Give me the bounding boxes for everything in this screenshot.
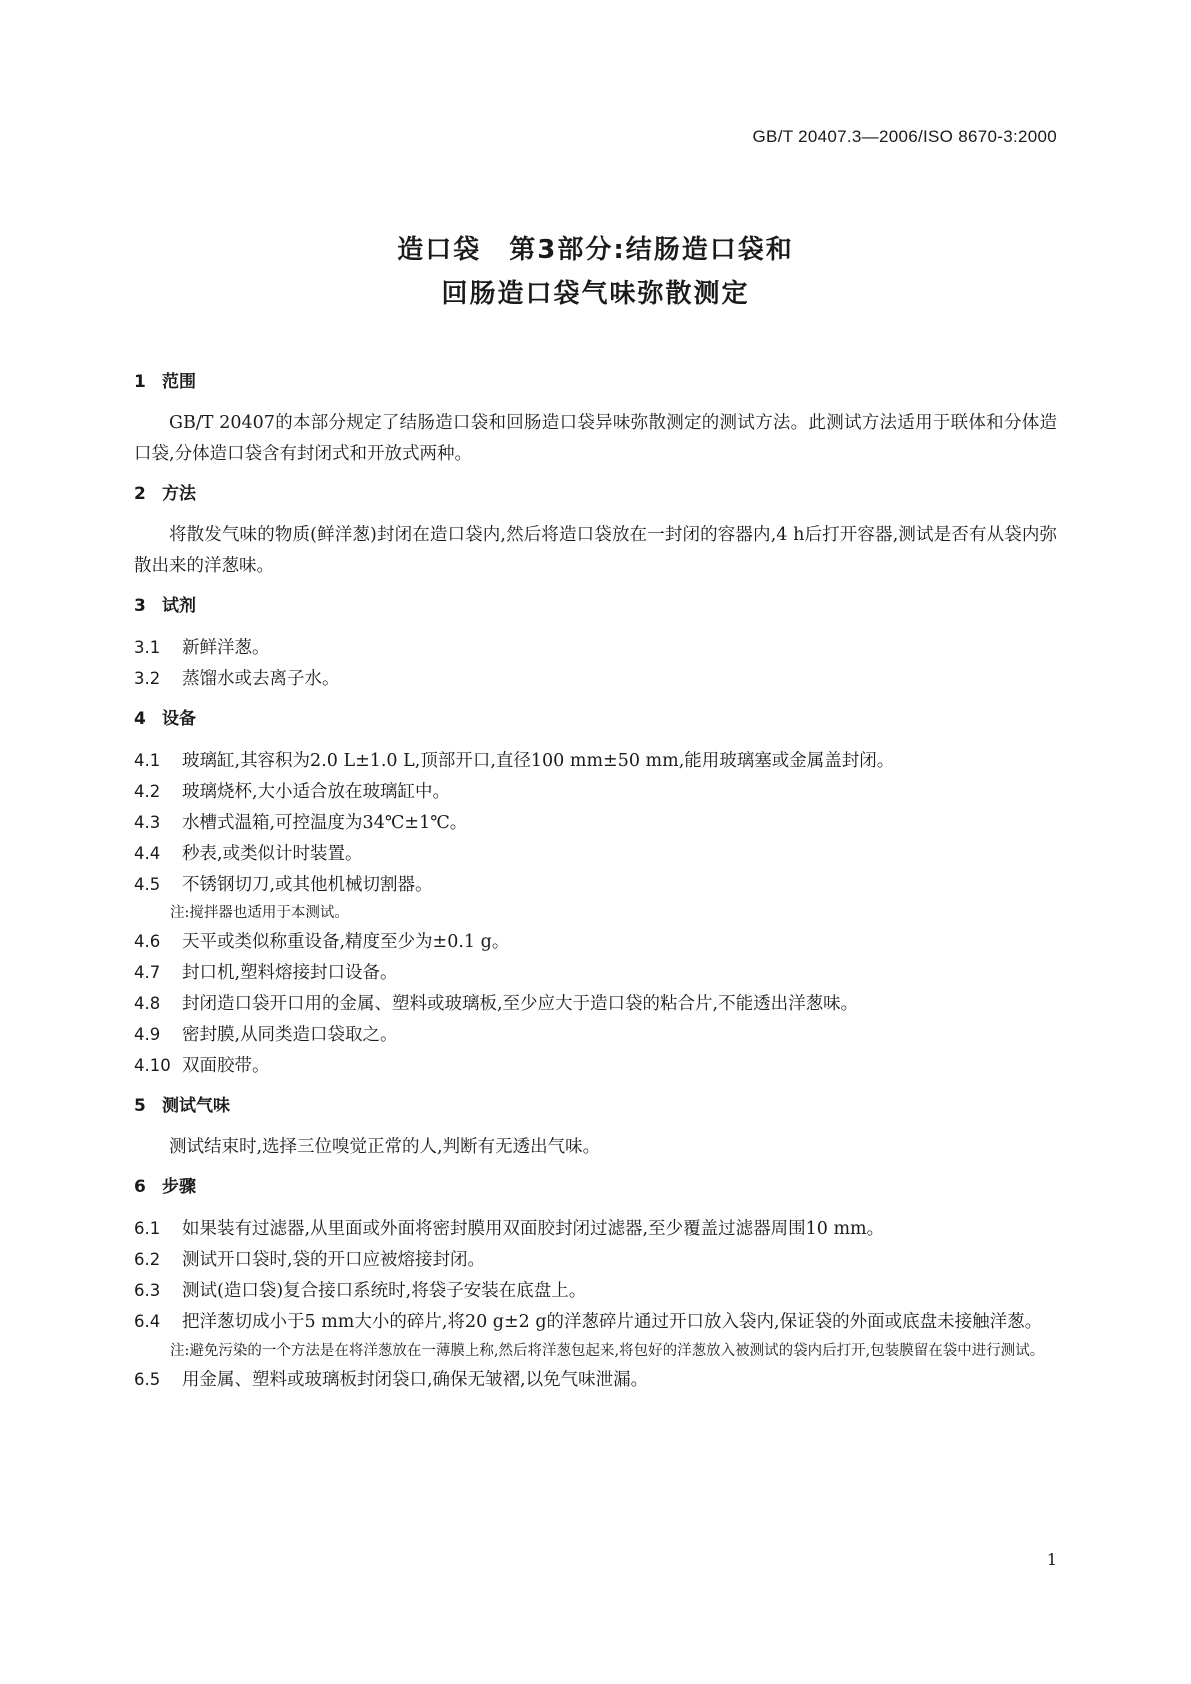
item-number: 4.1 — [134, 751, 161, 770]
list-item — [134, 1019, 1057, 1050]
item-text: 不锈钢切刀,或其他机械切割器。 — [182, 875, 433, 895]
section-title: 试剂 — [162, 596, 196, 616]
item-number: 4.8 — [134, 994, 161, 1013]
note: 注:搅拌器也适用于本测试。 — [170, 905, 349, 921]
item-number: 3.1 — [134, 638, 161, 657]
item-number: 6.1 — [134, 1219, 161, 1238]
note: 注:避免污染的一个方法是在将洋葱放在一薄膜上称,然后将洋葱包起来,将包好的洋葱放入被测试的袋内后打开,包装膜留在袋中进行测试。 — [170, 1343, 1045, 1359]
list-item — [134, 1275, 1057, 1306]
item-text: 天平或类似称重设备,精度至少为±0.1 g。 — [182, 932, 510, 952]
list-item — [134, 988, 1057, 1019]
section-heading-method — [134, 479, 1057, 510]
list-item — [134, 869, 1057, 900]
item-text: 秒表,或类似计时装置。 — [182, 844, 363, 864]
item-number: 4.6 — [134, 932, 161, 951]
item-text: 把洋葱切成小于5 mm大小的碎片,将20 g±2 g的洋葱碎片通过开口放入袋内,保证袋的外面或底盘未接触洋葱。 — [182, 1312, 1043, 1332]
list-item — [134, 1050, 1057, 1081]
section-heading-reagents — [134, 591, 1057, 622]
item-text: 玻璃烧杯,大小适合放在玻璃缸中。 — [182, 782, 451, 802]
item-number: 4.7 — [134, 963, 161, 982]
list-item — [134, 1244, 1057, 1275]
list-item — [134, 1306, 1057, 1338]
section-number: 6 — [134, 1177, 146, 1197]
item-number: 6.2 — [134, 1250, 161, 1269]
list-item — [134, 926, 1057, 957]
item-number: 4.4 — [134, 844, 161, 863]
section-number: 2 — [134, 484, 146, 504]
section-title: 设备 — [162, 709, 196, 729]
item-number: 6.3 — [134, 1281, 161, 1300]
section-number: 1 — [134, 372, 146, 392]
page-number: 1 — [1046, 1550, 1057, 1569]
item-text: 用金属、塑料或玻璃板封闭袋口,确保无皱褶,以免气味泄漏。 — [182, 1370, 649, 1390]
item-number: 3.2 — [134, 669, 161, 688]
list-item — [134, 957, 1057, 988]
section-number: 4 — [134, 709, 146, 729]
section-heading-scope — [134, 367, 1057, 398]
section-number: 3 — [134, 596, 146, 616]
section-title: 测试气味 — [162, 1096, 230, 1116]
list-item — [134, 745, 1057, 776]
item-text: 新鲜洋葱。 — [182, 638, 270, 658]
section-title: 步骤 — [162, 1177, 196, 1197]
section-paragraph: GB/T 20407的本部分规定了结肠造口袋和回肠造口袋异味弥散测定的测试方法。此测试方法适用于联体和分体造口袋,分体造口袋含有封闭式和开放式两种。 — [134, 413, 1057, 464]
list-item — [134, 1364, 1057, 1395]
list-item — [134, 632, 1057, 663]
item-text: 双面胶带。 — [182, 1056, 270, 1076]
standard-code: GB/T 20407.3—2006/ISO 8670-3:2000 — [752, 127, 1057, 146]
section-number: 5 — [134, 1096, 146, 1116]
list-item — [134, 807, 1057, 838]
item-number: 6.5 — [134, 1370, 161, 1389]
item-number: 4.2 — [134, 782, 161, 801]
item-text: 蒸馏水或去离子水。 — [182, 669, 340, 689]
list-item — [134, 663, 1057, 694]
item-text: 水槽式温箱,可控温度为34℃±1℃。 — [182, 813, 468, 833]
title-line-1: 造口袋 第3部分:结肠造口袋和 — [397, 235, 794, 265]
list-item — [134, 776, 1057, 807]
list-item — [134, 838, 1057, 869]
list-item — [134, 1213, 1057, 1244]
section-paragraph: 测试结束时,选择三位嗅觉正常的人,判断有无透出气味。 — [169, 1137, 601, 1157]
item-number: 4.3 — [134, 813, 161, 832]
item-text: 如果装有过滤器,从里面或外面将密封膜用双面胶封闭过滤器,至少覆盖过滤器周围10 mm。 — [182, 1219, 885, 1239]
document-body — [134, 367, 1057, 1395]
item-text: 测试(造口袋)复合接口系统时,将袋子安装在底盘上。 — [182, 1281, 587, 1301]
item-number: 4.9 — [134, 1025, 161, 1044]
section-title: 范围 — [162, 372, 196, 392]
document-title — [0, 228, 1191, 316]
section-heading-apparatus — [134, 704, 1057, 735]
section-title: 方法 — [162, 484, 196, 504]
section-heading-procedure — [134, 1172, 1057, 1203]
item-text: 测试开口袋时,袋的开口应被熔接封闭。 — [182, 1250, 486, 1270]
item-text: 封闭造口袋开口用的金属、塑料或玻璃板,至少应大于造口袋的粘合片,不能透出洋葱味。 — [182, 994, 859, 1014]
item-text: 封口机,塑料熔接封口设备。 — [182, 963, 398, 983]
item-text: 玻璃缸,其容积为2.0 L±1.0 L,顶部开口,直径100 mm±50 mm,能用玻璃塞或金属盖封闭。 — [182, 751, 895, 771]
item-number: 6.4 — [134, 1312, 161, 1331]
section-heading-odour-test — [134, 1091, 1057, 1122]
title-line-2: 回肠造口袋气味弥散测定 — [441, 279, 750, 309]
item-text: 密封膜,从同类造口袋取之。 — [182, 1025, 398, 1045]
item-number: 4.10 — [134, 1056, 171, 1075]
item-number: 4.5 — [134, 875, 161, 894]
section-paragraph: 将散发气味的物质(鲜洋葱)封闭在造口袋内,然后将造口袋放在一封闭的容器内,4 h后打开容器,测试是否有从袋内弥散出来的洋葱味。 — [134, 525, 1057, 576]
